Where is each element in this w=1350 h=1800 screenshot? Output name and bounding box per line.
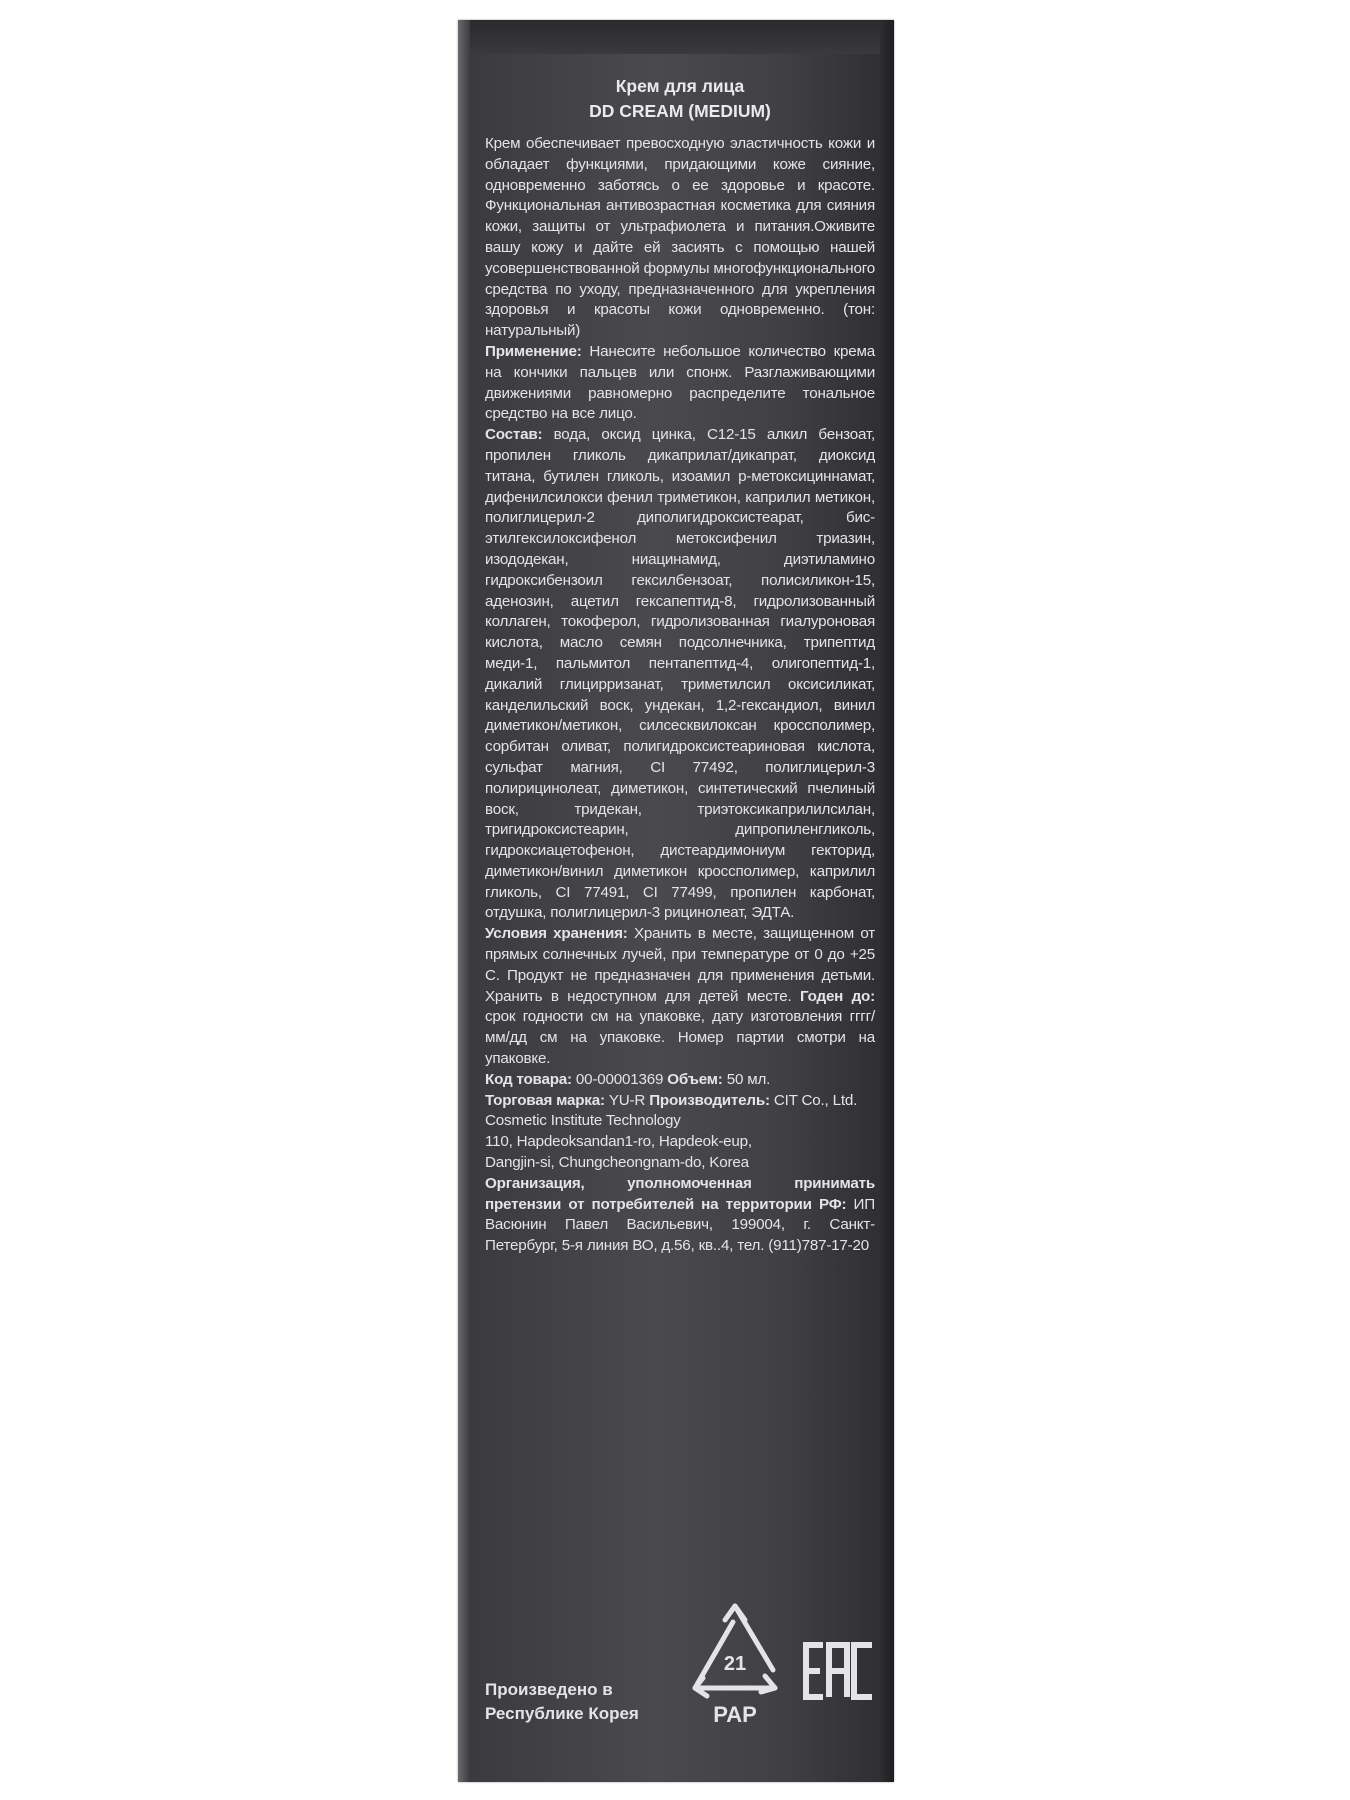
maker-address-2: Dangjin-si, Chungcheongnam-do, Korea [485,1154,749,1172]
maker-label: Производитель: [649,1091,770,1109]
brand-value: YU-R [604,1091,650,1109]
composition-text: вода, оксид цинка, С12-15 алкил бензоат, пропилен гликоль дикаприлат/дикапрат, диоксид титана, бутилен гликоль, изоамил p-метоксициннамат, дифенилсилокси фенил триметикон, каприлил метикон, полиглицерил-2 диполигидроксистеарат, бис-этилгексилоксифенол метоксифенил триазин, изододекан, ниацинамид, диэтиламино гидроксибензоил гексилбензоат, полисиликон-15, аденозин, ацетил гексапептид-8, гидролизованный коллаген, токоферол, гидролизованная гиалуроновая кислота, масло семян подсолнечника, трипептид меди-1, пальмитол пентапептид-4, олигопептид-1, дикалий глицирризанат, триметилсил оксисиликат, канделильский воск, ундекан, 1,2-гександиол, винил диметикон/метикон, силсесквилоксан кроссполимер, сорбитан оливат, полигидроксистеариновая кислота, сульфат магния, CI 77492, полиглицерил-3 полирицинолеат, диметикон, синтетический пчелиный воск, тридекан, триэтоксикаприлилсилан, тригидроксистеарин, дипропиленгликоль, гидроксиацетофенон, дистеардимониум гекторид, диметикон/винил диметикон кроссполимер, каприлил гликоль, CI 77491, CI 77499, пропилен карбонат, отдушка, полиглицерил-3 рицинолеат, ЭДТА. [485,426,875,922]
description: Крем обеспечивает превосходную эластичность кожи и обладает функциями, придающими коже сияние, одновременно заботясь о ее здоровье и красоте. Функциональная антивозрастная косметика для сияния кожи, защиты от ультрафиолета и питания.Оживите вашу кожу и дайте ей засиять с помощью нашей усовершенствованной формулы многофункционального средства по уходу, предназначенного для укрепления здоровья и красоты кожи одновременно. (тон: натуральный) [485,135,875,340]
made-in-line-1: Произведено в [485,1680,613,1699]
brand-paragraph [485,1091,875,1112]
maker-address-1: 110, Hapdeoksandan1-ro, Hapdeok-eup, [485,1133,752,1151]
org-label: Организация, уполномоченная принимать претензии от потребителей на территории РФ: [485,1174,875,1213]
volume-value: 50 мл. [722,1070,771,1088]
box-top-flap [458,20,894,54]
composition-paragraph [485,425,875,924]
label-footer [485,1600,875,1750]
recycle-icon [685,1600,785,1740]
storage-label: Условия хранения: [485,925,628,943]
box-left-edge [458,20,470,1782]
made-in-line-2: Республике Корея [485,1704,639,1723]
label-content [485,74,875,1257]
product-title: Крем для лица [615,76,745,96]
product-box-side [458,20,894,1782]
storage-text: Хранить в месте, защищенном от прямых солнечных лучей, при температуре от 0 до +25 С. Продукт не предназначен для применения детьми. Хранить в недоступном для детей месте. [485,925,875,1005]
org-paragraph [485,1174,875,1257]
expiry-text: срок годности см на упаковке, дату изготовления гггг/мм/дд см на упаковке. Номер партии смотри на упаковке. [485,1008,875,1068]
storage-paragraph [485,924,875,1070]
recycle-number: 21 [723,1653,747,1675]
brand-label: Торговая марка: [485,1091,605,1109]
code-value: 00-00001369 [571,1070,668,1088]
code-paragraph [485,1070,875,1091]
maker-name: Cosmetic Institute Technology [485,1112,681,1130]
volume-label: Объем: [667,1070,723,1088]
org-text: ИП Васюнин Павел Васильевич, 199004, г. Санкт-Петербург, 5-я линия ВО, д.56, кв..4, тел. (911)787-17-20 [485,1195,875,1255]
label-text [485,134,875,1257]
expiry-label: Годен до: [799,987,875,1005]
usage-paragraph [485,342,875,425]
code-label: Код товара: [485,1070,572,1088]
usage-text: Нанесите небольшое количество крема на кончики пальцев или спонж. Разглаживающими движениями равномерно распределите тональное средство на все лицо. [485,342,875,423]
made-in-text [485,1678,639,1726]
box-right-edge [880,20,894,1782]
usage-label: Применение: [485,342,582,360]
recycle-code: PAP [713,1702,757,1727]
maker-value: CIT Co., Ltd. [769,1091,858,1109]
composition-label: Состав: [485,426,543,444]
eac-mark-icon [803,1642,875,1700]
product-subtitle: DD CREAM (MEDIUM) [589,101,771,121]
